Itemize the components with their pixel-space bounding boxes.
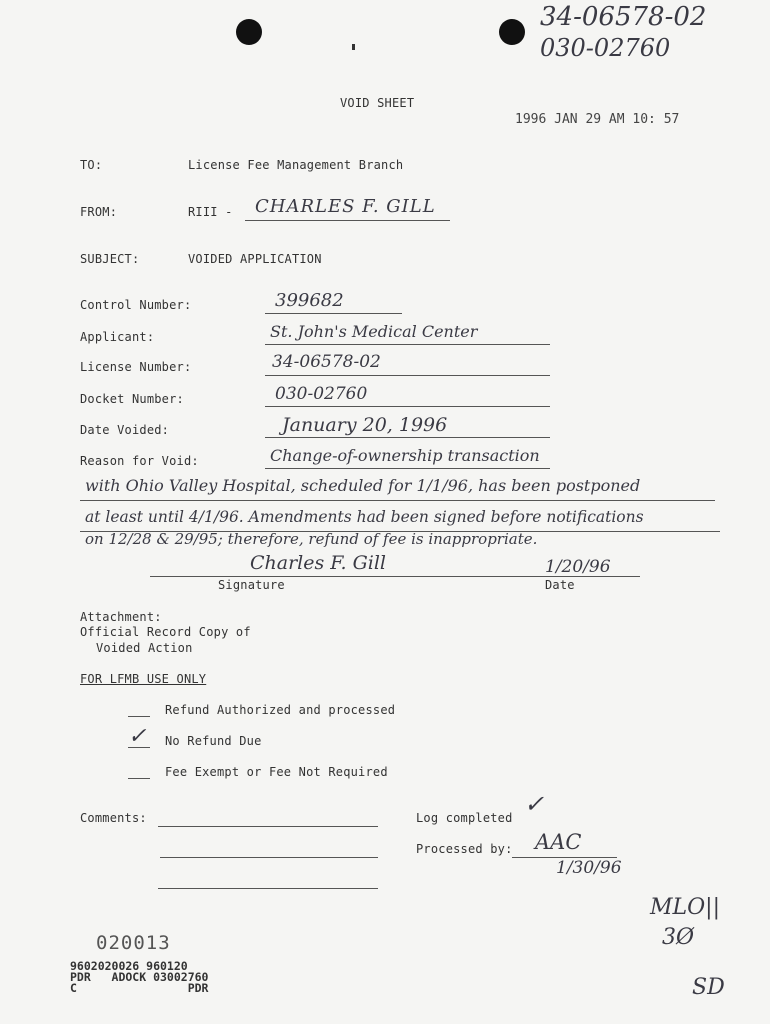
option-1-blank: [128, 716, 150, 717]
date-voided-value: January 20, 1996: [282, 414, 448, 436]
subject-value: VOIDED APPLICATION: [188, 252, 322, 266]
license-number-value: 34-06578-02: [272, 352, 381, 372]
applicant-underline: [265, 344, 550, 345]
docket-number-underline: [265, 406, 550, 407]
margin-note-2: 3Ø: [662, 925, 695, 950]
log-completed-check-mark: ✓: [524, 790, 545, 818]
comments-label: Comments:: [80, 811, 147, 825]
applicant-value: St. John's Medical Center: [270, 322, 478, 341]
signature: Charles F. Gill: [250, 552, 387, 574]
from-prefix: RIII -: [188, 205, 233, 219]
control-number-underline: [265, 313, 402, 314]
lfmb-heading: FOR LFMB USE ONLY: [80, 672, 207, 686]
date-label: Date: [545, 578, 575, 592]
log-completed-label: Log completed: [416, 811, 513, 825]
applicant-label: Applicant:: [80, 330, 155, 344]
from-underline: [245, 220, 450, 221]
signature-date: 1/20/96: [545, 557, 611, 577]
reason-label: Reason for Void:: [80, 454, 199, 468]
attachment-label: Attachment:: [80, 610, 162, 624]
reason-line-1: Change-of-ownership transaction: [270, 446, 540, 465]
to-label: TO:: [80, 158, 103, 172]
handwritten-docket-number: 030-02760: [540, 34, 671, 62]
comments-line-2: [160, 857, 378, 858]
attachment-line-2: Official Record Copy of: [80, 625, 251, 639]
page-title: VOID SHEET: [340, 96, 415, 110]
docket-number-value: 030-02760: [275, 384, 368, 404]
date-voided-label: Date Voided:: [80, 423, 170, 437]
signature-label: Signature: [218, 578, 285, 592]
reason-underline-1: [265, 468, 550, 469]
comments-line-3: [158, 888, 378, 889]
margin-note-3: SD: [692, 975, 725, 1000]
bates-number: 020013: [96, 932, 171, 954]
scan-speck: [352, 44, 355, 50]
docket-number-label: Docket Number:: [80, 392, 184, 406]
processed-date: 1/30/96: [556, 858, 622, 878]
attachment-line-3: Voided Action: [96, 641, 193, 655]
reason-line-2: with Ohio Valley Hospital, scheduled for 1/1/96, has been postponed: [85, 476, 641, 495]
to-value: License Fee Management Branch: [188, 158, 404, 172]
reason-underline-2: [80, 500, 715, 501]
comments-line-1: [158, 826, 378, 827]
option-fee-exempt: Fee Exempt or Fee Not Required: [165, 765, 388, 779]
reason-line-3: at least until 4/1/96. Amendments had been signed before notifications: [85, 508, 644, 526]
reason-line-4: on 12/28 & 29/95; therefore, refund of fee is inappropriate.: [85, 530, 538, 548]
license-number-underline: [265, 375, 550, 376]
from-label: FROM:: [80, 205, 118, 219]
subject-label: SUBJECT:: [80, 252, 140, 266]
from-value: CHARLES F. GILL: [255, 196, 436, 217]
license-number-label: License Number:: [80, 360, 192, 374]
option-2-check-mark: ✓: [128, 724, 147, 749]
option-no-refund-due: No Refund Due: [165, 734, 262, 748]
option-refund-authorized: Refund Authorized and processed: [165, 703, 396, 717]
received-date-stamp: 1996 JAN 29 AM 10: 57: [515, 112, 680, 127]
processed-by-initials: AAC: [535, 830, 582, 854]
accession-line-1: 9602020026 960120: [70, 959, 188, 973]
option-3-blank: [128, 778, 150, 779]
control-number-value: 399682: [275, 290, 344, 311]
processed-by-label: Processed by:: [416, 842, 513, 856]
signature-underline: [150, 576, 640, 577]
control-number-label: Control Number:: [80, 298, 192, 312]
margin-note-1: MLO||: [650, 895, 720, 920]
accession-line-2: PDR ADOCK 03002760: [70, 970, 209, 984]
punch-hole-right: [499, 19, 525, 45]
date-voided-underline: [265, 437, 550, 438]
handwritten-license-number: 34-06578-02: [540, 2, 707, 32]
accession-line-3: C PDR: [70, 981, 209, 995]
punch-hole-left: [236, 19, 262, 45]
